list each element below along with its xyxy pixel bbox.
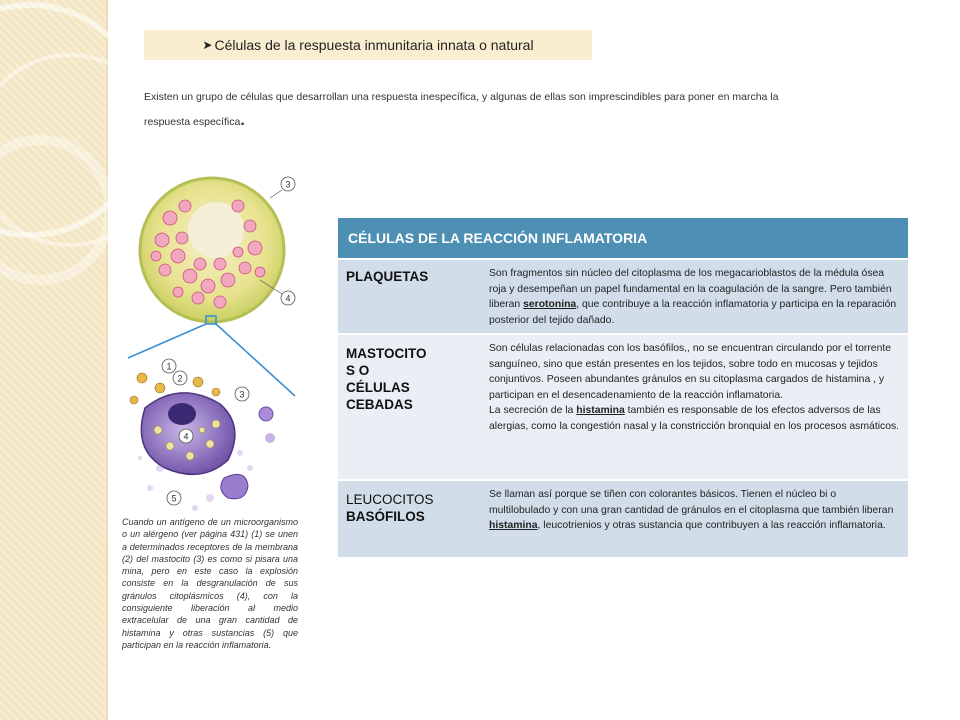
name-line: CÉLULAS (346, 380, 410, 395)
keyword-link: serotonina (523, 299, 577, 310)
callout-label: 4 (285, 293, 291, 304)
desc-text: Son células relacionadas con los basófilos,, no se encuentran circulando por el torrente sanguíneo, sino que están presentes en los tejidos, sobre todo en mucosas y tejidos conjuntivos. Poseen abundantes gránulos en su citoplasma cargados de histamina , y participan en el desencadenamiento de la reacción inflamatoria. (489, 343, 892, 401)
cell-type-name: PLAQUETAS (338, 259, 480, 334)
keyword-link: histamina (576, 405, 625, 416)
callout-label: 5 (171, 493, 177, 504)
callout-label: 2 (177, 373, 183, 384)
name-line: LEUCOCITOS (346, 492, 434, 507)
keyword-link: histamina (489, 520, 538, 531)
name-line: S O (346, 363, 370, 378)
table-row (338, 334, 908, 480)
intro-paragraph (144, 86, 824, 134)
table-row (338, 259, 908, 334)
desc-text: La secreción de la (489, 405, 577, 416)
callout-label: 3 (239, 389, 245, 400)
name-line: MASTOCITO (346, 346, 427, 361)
cell-type-description (480, 259, 908, 334)
table-row (338, 480, 908, 558)
slide-title (144, 30, 592, 60)
intro-end: . (240, 112, 245, 129)
name-line: CEBADAS (346, 397, 413, 412)
callout-label: 3 (285, 179, 291, 190)
table-header-row (338, 218, 908, 259)
cell-type-name (338, 334, 480, 480)
callout-label: 1 (166, 361, 172, 372)
callout-label: 4 (183, 431, 189, 442)
inflammatory-cells-table (338, 218, 908, 559)
desc-text: Son fragmentos sin núcleo del citoplasma de los megacarioblastos de la médula ósea roja y desempeñan un papel fundamental en la coagulación de la sangre. Pero también liberan (489, 268, 892, 310)
slide-title-text: Células de la respuesta inmunitaria innata o natural (214, 37, 534, 53)
desc-text: Se llaman así porque se tiñen con colorantes básicos. Tienen el núcleo bi o multilobulado y con una gran cantidad de gránulos en el citoplasma que también liberan (489, 489, 894, 516)
upper-cell-drawing (140, 178, 284, 324)
desc-text: también es responsable de los efectos adversos de las alergias, como la congestión nasal y la constricción bronquial en los procesos asmáticos. (489, 405, 900, 432)
figure-caption: Cuando un antígeno de un microorganismo o un alérgeno (ver página 431) (1) se unen a determinados receptores de la membrana (2) del mastocito (3) es como si pisara una mina, pero en este caso la explosión consiste en la desgranulación de sus gránulos citoplásmicos (4), con la consiguiente liberación al medio extracelular de una gran cantidad de histamina y otras sustancias (5) que participan en la reacción inflamatoria. (122, 517, 298, 650)
arrow-bullet-icon: ➤ (202, 38, 213, 52)
desc-text: , que contribuye a la reacción inflamatoria y participa en la reparación posterior del tejido dañado. (489, 299, 897, 326)
cell-type-description (480, 334, 908, 480)
cell-type-name (338, 480, 480, 558)
desc-text: , leucotrienios y otras sustancia que contribuyen a las reacción inflamatoria. (537, 520, 886, 531)
table-header: CÉLULAS DE LA REACCIÓN INFLAMATORIA (338, 218, 908, 259)
cell-type-description (480, 480, 908, 558)
name-line: BASÓFILOS (346, 509, 425, 524)
mast-cell-drawing (130, 373, 275, 511)
intro-text: Existen un grupo de células que desarrollan una respuesta inespecífica, y algunas de ellas son imprescindibles para poner en marcha la respuesta específica (144, 91, 779, 128)
